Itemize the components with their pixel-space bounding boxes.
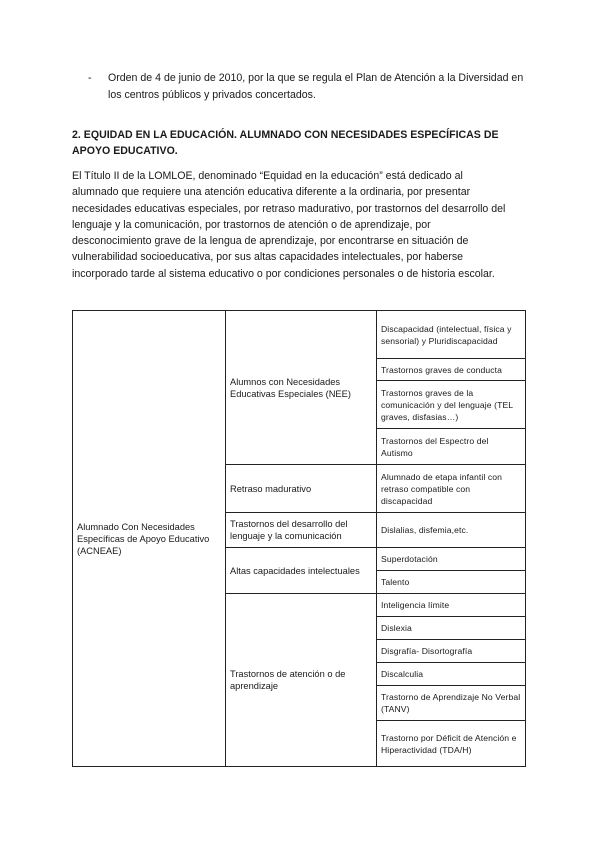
item-cell: Dislexia — [377, 617, 526, 640]
group-cell-lenguaje: Trastornos del desarrollo del lenguaje y la comunicación — [226, 513, 377, 548]
section-paragraph — [72, 168, 532, 282]
item-cell: Alumnado de etapa infantil con retraso compatible con discapacidad — [377, 465, 526, 513]
item-cell: Discalculia — [377, 663, 526, 686]
item-cell: Disgrafía- Disortografía — [377, 640, 526, 663]
group-cell-altas-capacidades: Altas capacidades intelectuales — [226, 548, 377, 594]
paragraph-line: alumnado que requiere una atención educativa diferente a la ordinaria, por presentar — [72, 186, 471, 199]
group-cell-nee: Alumnos con Necesidades Educativas Especiales (NEE) — [226, 311, 377, 465]
item-cell: Dislalias, disfemia,etc. — [377, 513, 526, 548]
paragraph-line: desconocimiento grave de la lengua de aprendizaje, por encontrarse en situación de — [72, 235, 469, 248]
acneae-classification-table — [72, 310, 526, 767]
item-cell: Trastornos graves de la comunicación y del lenguaje (TEL graves, disfasias…) — [377, 381, 526, 429]
paragraph-line: incorporado tarde al sistema educativo o por condiciones personales o de historia escolar. — [72, 267, 495, 280]
item-cell: Trastorno por Déficit de Atención e Hiperactividad (TDA/H) — [377, 721, 526, 767]
item-cell: Trastornos del Espectro del Autismo — [377, 429, 526, 465]
paragraph-line: El Título II de la LOMLOE, denominado “Equidad en la educación” está dedicado al — [72, 170, 463, 182]
group-cell-atencion-aprendizaje: Trastornos de atención o de aprendizaje — [226, 594, 377, 767]
paragraph-line: lenguaje y la comunicación, por trastornos de atención o de aprendizaje, por — [72, 218, 431, 231]
paragraph-line: necesidades educativas especiales, por retraso madurativo, por trastornos del desarrollo del — [72, 202, 506, 215]
item-cell: Talento — [377, 571, 526, 594]
bullet-text: Orden de 4 de junio de 2010, por la que se regula el Plan de Atención a la Diversidad en los centros públicos y privados concertados. — [108, 72, 524, 101]
item-cell: Trastorno de Aprendizaje No Verbal (TANV) — [377, 686, 526, 721]
item-cell: Trastornos graves de conducta — [377, 359, 526, 381]
item-cell: Discapacidad (intelectual, física y sensorial) y Pluridiscapacidad — [377, 311, 526, 359]
section-heading: 2. EQUIDAD EN LA EDUCACIÓN. ALUMNADO CON NECESIDADES ESPECÍFICAS DE APOYO EDUCATIVO. — [72, 129, 499, 157]
group-cell-retraso: Retraso madurativo — [226, 465, 377, 513]
table-root-cell: Alumnado Con Necesidades Específicas de Apoyo Educativo (ACNEAE) — [73, 311, 226, 767]
paragraph-line: vulnerabilidad socioeducativa, por sus altas capacidades intelectuales, por haberse — [72, 251, 464, 264]
item-cell: Superdotación — [377, 548, 526, 571]
bullet-list-item — [88, 70, 528, 104]
item-cell: Inteligencia límite — [377, 594, 526, 617]
bullet-marker: - — [88, 72, 92, 84]
